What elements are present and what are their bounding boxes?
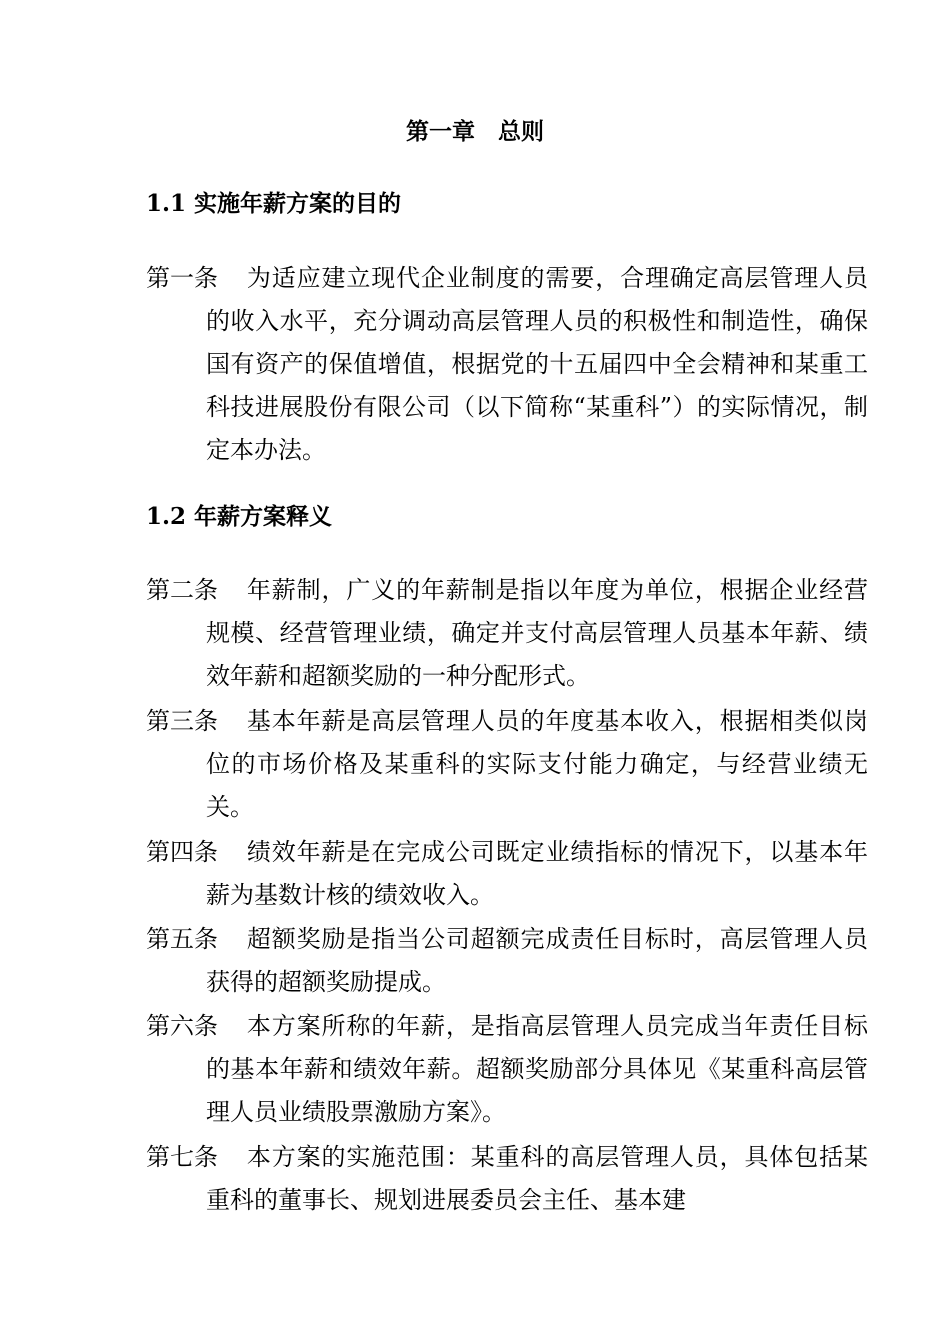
article-5 xyxy=(146,918,868,1004)
article-3 xyxy=(146,700,868,829)
article-label: 第六条 xyxy=(146,1012,218,1040)
article-2 xyxy=(146,569,868,698)
article-text: 年薪制，广义的年薪制是指以年度为单位，根据企业经营规模、经营管理业绩，确定并支付高层管理人员基本年薪、绩效年薪和超额奖励的一种分配形式。 xyxy=(206,576,868,690)
article-text: 为适应建立现代企业制度的需要，合理确定高层管理人员的收入水平，充分调动高层管理人员的积极性和制造性，确保国有资产的保值增值，根据党的十五届四中全会精神和某重工科技进展股份有限公司（以下简称“某重科”）的实际情况，制定本办法。 xyxy=(206,264,868,464)
section-heading-definition: 1.2 年薪方案释义 xyxy=(146,503,333,530)
article-label: 第四条 xyxy=(146,838,218,866)
article-6 xyxy=(146,1005,868,1134)
section-heading-purpose: 1.1 实施年薪方案的目的 xyxy=(146,190,402,217)
chapter-title: 第一章 总则 xyxy=(406,118,544,145)
article-1 xyxy=(146,257,868,472)
article-label: 第二条 xyxy=(146,576,218,604)
article-text: 绩效年薪是在完成公司既定业绩指标的情况下，以基本年薪为基数计核的绩效收入。 xyxy=(206,838,868,909)
article-text: 基本年薪是高层管理人员的年度基本收入，根据相类似岗位的市场价格及某重科的实际支付能力确定，与经营业绩无关。 xyxy=(206,707,868,821)
article-label: 第一条 xyxy=(146,264,218,292)
article-label: 第七条 xyxy=(146,1143,218,1171)
article-text: 超额奖励是指当公司超额完成责任目标时，高层管理人员获得的超额奖励提成。 xyxy=(206,925,868,996)
article-text: 本方案所称的年薪，是指高层管理人员完成当年责任目标的基本年薪和绩效年薪。超额奖励部分具体见《某重科高层管理人员业绩股票激励方案》。 xyxy=(206,1012,868,1126)
article-text: 本方案的实施范围：某重科的高层管理人员，具体包括某重科的董事长、规划进展委员会主任、基本建 xyxy=(206,1143,868,1214)
article-7 xyxy=(146,1136,868,1222)
article-label: 第三条 xyxy=(146,707,218,735)
article-label: 第五条 xyxy=(146,925,218,953)
article-4 xyxy=(146,831,868,917)
